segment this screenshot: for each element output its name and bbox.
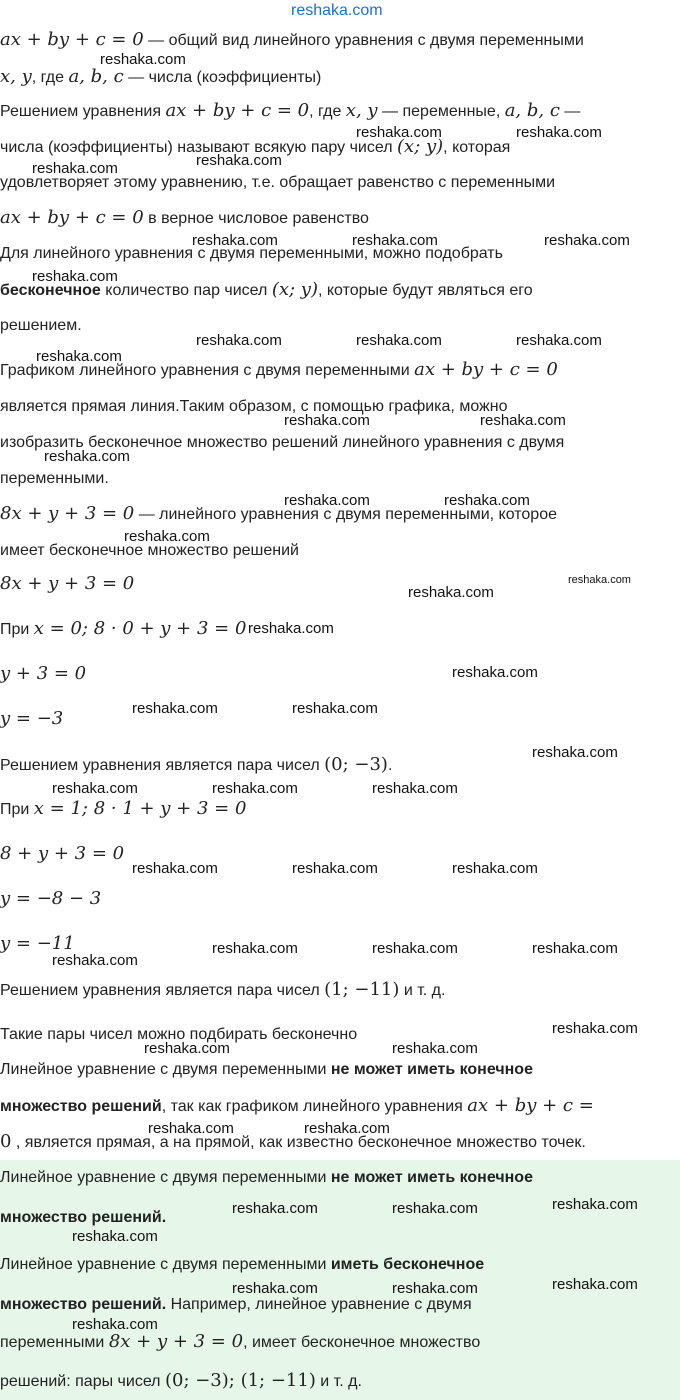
watermark: reshaka.com bbox=[568, 574, 631, 586]
watermark-top: reshaka.com bbox=[291, 2, 383, 19]
text: — переменные, bbox=[377, 103, 505, 120]
text: , так как графиком линейного уравнения bbox=[161, 1098, 468, 1115]
watermark: reshaka.com bbox=[212, 780, 298, 797]
watermark: reshaka.com bbox=[192, 232, 278, 249]
text: Линейное уравнение с двумя переменными bbox=[0, 1169, 331, 1186]
text: Решением уравнения является пара чисел bbox=[0, 757, 325, 774]
watermark: reshaka.com bbox=[284, 492, 370, 509]
watermark: reshaka.com bbox=[532, 940, 618, 957]
answer-1-line-1 bbox=[0, 1167, 533, 1189]
text: . bbox=[387, 757, 393, 774]
watermark: reshaka.com bbox=[352, 232, 438, 249]
watermark: reshaka.com bbox=[292, 860, 378, 877]
watermark: reshaka.com bbox=[196, 332, 282, 349]
step: y + 3 = 0 bbox=[0, 663, 87, 684]
graph-line-3: изобразить бесконечное множество решений линейного уравнения с двумя bbox=[0, 434, 565, 451]
watermark: reshaka.com bbox=[32, 268, 118, 285]
conclusion-line-1 bbox=[0, 1059, 533, 1081]
watermark: reshaka.com bbox=[552, 1276, 638, 1293]
watermark: reshaka.com bbox=[284, 412, 370, 429]
equation: 8x + y + 3 = 0 bbox=[0, 573, 135, 594]
text: количество пар чисел bbox=[100, 282, 272, 299]
text: , является прямая, а на прямой, как известно бесконечное множество точек. bbox=[11, 1134, 586, 1151]
watermark: reshaka.com bbox=[212, 940, 298, 957]
text: При bbox=[0, 621, 34, 638]
watermark: reshaka.com bbox=[372, 780, 458, 797]
watermark: reshaka.com bbox=[72, 1316, 158, 1333]
text: и т. д. bbox=[399, 982, 446, 999]
text: — общий вид линейного уравнения с двумя переменными bbox=[143, 32, 584, 49]
watermark: reshaka.com bbox=[100, 51, 186, 68]
text: Линейное уравнение с двумя переменными bbox=[0, 1256, 331, 1273]
math: ax + by + c = 0 bbox=[165, 100, 310, 121]
math: ax + by + c = 0 bbox=[0, 207, 144, 228]
conclusion-line-3 bbox=[0, 1131, 586, 1154]
math: ax + by + c = 0 bbox=[414, 359, 558, 380]
infinite-pairs-line-1: Для линейного уравнения с двумя переменными, можно подобрать bbox=[0, 245, 503, 262]
watermark: reshaka.com bbox=[248, 620, 334, 637]
math: x = 1; 8 · 1 + y + 3 = 0 bbox=[33, 798, 247, 819]
watermark: reshaka.com bbox=[544, 232, 630, 249]
math: x, y bbox=[345, 100, 378, 121]
watermark: reshaka.com bbox=[392, 1280, 478, 1297]
bold-text: множество решений. bbox=[0, 1209, 167, 1226]
definition-line-1 bbox=[0, 100, 580, 123]
math: (x; y) bbox=[271, 279, 318, 300]
answer-1-line-2 bbox=[0, 1207, 166, 1229]
result-1 bbox=[0, 754, 392, 777]
math: 8x + y + 3 = 0 bbox=[0, 503, 135, 524]
text: При bbox=[0, 801, 34, 818]
watermark: reshaka.com bbox=[480, 412, 566, 429]
answer-2-line-1 bbox=[0, 1254, 484, 1276]
watermark: reshaka.com bbox=[532, 744, 618, 761]
watermark: reshaka.com bbox=[148, 1120, 234, 1137]
watermark: reshaka.com bbox=[452, 664, 538, 681]
math: 8x + y + 3 = 0 bbox=[108, 1331, 244, 1352]
text: решений: пары чисел bbox=[0, 1373, 165, 1390]
watermark: reshaka.com bbox=[516, 332, 602, 349]
text: , где bbox=[31, 69, 69, 86]
case-x0 bbox=[0, 618, 246, 641]
watermark: reshaka.com bbox=[304, 1120, 390, 1137]
math: (1; −11) bbox=[324, 979, 400, 1000]
infinite-note: Такие пары чисел можно подбирать бесконечно bbox=[0, 1026, 358, 1043]
graph-line-4: переменными. bbox=[0, 470, 109, 487]
text: Например, линейное уравнение с двумя bbox=[166, 1296, 472, 1313]
step: y = −3 bbox=[0, 708, 64, 729]
text: , где bbox=[309, 103, 346, 120]
watermark: reshaka.com bbox=[44, 448, 130, 465]
watermark: reshaka.com bbox=[516, 124, 602, 141]
text: , имеет бесконечное множество bbox=[243, 1334, 481, 1351]
math: a, b, c bbox=[504, 100, 560, 121]
watermark: reshaka.com bbox=[292, 700, 378, 717]
case-x1 bbox=[0, 798, 246, 821]
math: (0; −3) bbox=[324, 754, 388, 775]
text: Решением уравнения является пара чисел bbox=[0, 982, 325, 999]
text: в верное числовое равенство bbox=[143, 210, 369, 227]
watermark: reshaka.com bbox=[124, 528, 210, 545]
text: и т. д. bbox=[315, 1373, 362, 1390]
text: числа (коэффициенты) называют всякую пару чисел bbox=[0, 139, 398, 156]
text: Графиком линейного уравнения с двумя переменными bbox=[0, 362, 415, 379]
text: Линейное уравнение с двумя переменными bbox=[0, 1061, 331, 1078]
watermark: reshaka.com bbox=[144, 1040, 230, 1057]
answer-2-line-3 bbox=[0, 1331, 480, 1354]
result-2 bbox=[0, 979, 445, 1002]
bold-text: не может иметь конечное bbox=[330, 1061, 533, 1078]
watermark: reshaka.com bbox=[132, 700, 218, 717]
math: x, y bbox=[0, 66, 32, 87]
text: , которые будут являться его bbox=[317, 282, 533, 299]
math: 0 bbox=[0, 1131, 12, 1152]
bold-text: бесконечное bbox=[0, 282, 101, 299]
watermark: reshaka.com bbox=[196, 152, 282, 169]
graph-line-2: является прямая линия.Таким образом, с помощью графика, можно bbox=[0, 398, 508, 415]
text: переменными bbox=[0, 1334, 109, 1351]
step: 8 + y + 3 = 0 bbox=[0, 843, 125, 864]
text: Решением уравнения bbox=[0, 103, 166, 120]
general-form-line bbox=[0, 29, 584, 52]
step: y = −11 bbox=[0, 933, 75, 954]
watermark: reshaka.com bbox=[444, 492, 530, 509]
text: — bbox=[559, 103, 581, 120]
watermark: reshaka.com bbox=[32, 160, 118, 177]
definition-line-3: удовлетворяет этому уравнению, т.е. обращает равенство с переменными bbox=[0, 174, 556, 191]
text: — числа (коэффициенты) bbox=[123, 69, 322, 86]
watermark: reshaka.com bbox=[36, 348, 122, 365]
text: , которая bbox=[443, 139, 511, 156]
math: ax + by + c = bbox=[467, 1095, 594, 1116]
bold-text: иметь бесконечное bbox=[330, 1256, 485, 1273]
definition-line-4 bbox=[0, 207, 369, 230]
bold-text: множество решений bbox=[0, 1098, 162, 1115]
math: (x; y) bbox=[397, 136, 444, 157]
watermark: reshaka.com bbox=[552, 1020, 638, 1037]
watermark: reshaka.com bbox=[356, 332, 442, 349]
math: (0; −3); (1; −11) bbox=[164, 1370, 316, 1391]
watermark: reshaka.com bbox=[408, 584, 494, 601]
watermark: reshaka.com bbox=[452, 860, 538, 877]
infinite-pairs-line-3: решением. bbox=[0, 317, 82, 334]
watermark: reshaka.com bbox=[132, 860, 218, 877]
watermark: reshaka.com bbox=[392, 1200, 478, 1217]
watermark: reshaka.com bbox=[52, 780, 138, 797]
watermark: reshaka.com bbox=[52, 952, 138, 969]
math: a, b, c bbox=[68, 66, 124, 87]
bold-text: не может иметь конечное bbox=[330, 1169, 533, 1186]
watermark: reshaka.com bbox=[372, 940, 458, 957]
text: — линейного уравнения с двумя переменными, которое bbox=[134, 506, 557, 523]
example-line-2: имеет бесконечное множество решений bbox=[0, 542, 299, 559]
watermark: reshaka.com bbox=[356, 124, 442, 141]
math: ax + by + c = 0 bbox=[0, 29, 144, 50]
bold-text: множество решений. bbox=[0, 1296, 167, 1313]
watermark: reshaka.com bbox=[232, 1200, 318, 1217]
watermark: reshaka.com bbox=[72, 1228, 158, 1245]
watermark: reshaka.com bbox=[392, 1040, 478, 1057]
conclusion-line-2 bbox=[0, 1095, 594, 1118]
math: x = 0; 8 · 0 + y + 3 = 0 bbox=[33, 618, 247, 639]
watermark: reshaka.com bbox=[232, 1280, 318, 1297]
watermark: reshaka.com bbox=[552, 1196, 638, 1213]
step: y = −8 − 3 bbox=[0, 888, 102, 909]
answer-2-line-4 bbox=[0, 1370, 362, 1393]
coefficients-line bbox=[0, 66, 321, 89]
